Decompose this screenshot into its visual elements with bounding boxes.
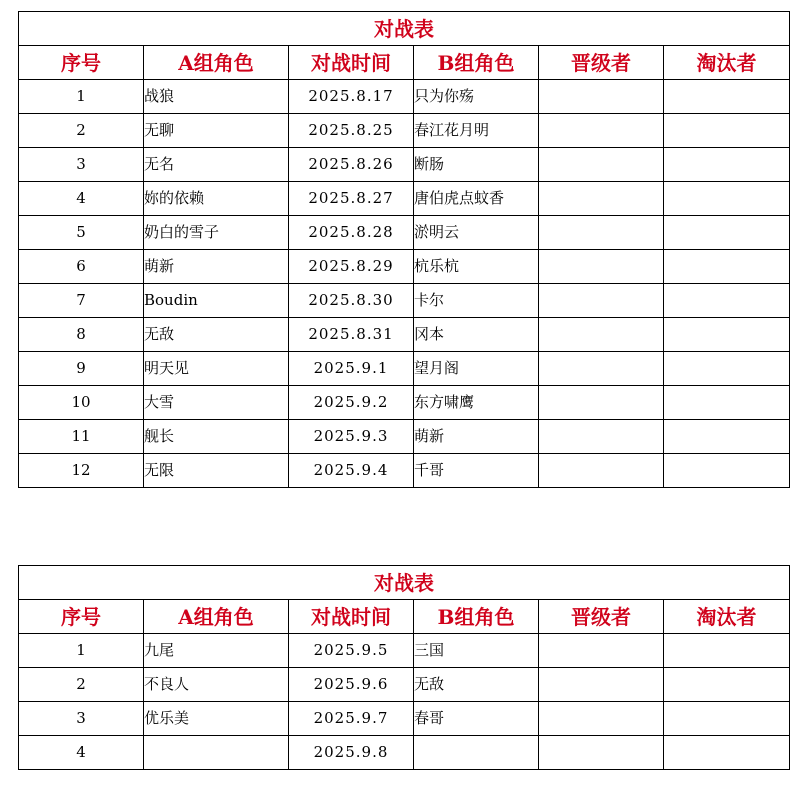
battle-time-cell: 2025.8.27 [289, 182, 414, 216]
table-row [19, 420, 790, 454]
header-group-b-role: B组角色 [414, 46, 539, 80]
table-header-row [19, 600, 790, 634]
eliminated-cell [664, 736, 790, 770]
table-row [19, 702, 790, 736]
group-b-role-cell: 望月阁 [414, 352, 539, 386]
battle-table-1-body [19, 12, 790, 488]
group-b-role-cell: 卡尔 [414, 284, 539, 318]
row-number-cell: 2 [19, 114, 144, 148]
group-b-role-cell: 只为你殇 [414, 80, 539, 114]
table-title: 对战表 [19, 566, 790, 600]
battle-table-2-body [19, 566, 790, 770]
group-b-role-cell: 冈本 [414, 318, 539, 352]
table-row [19, 216, 790, 250]
table-header-row [19, 46, 790, 80]
row-number-cell: 4 [19, 736, 144, 770]
group-b-role-cell [414, 736, 539, 770]
battle-time-cell: 2025.9.5 [289, 634, 414, 668]
table-row [19, 114, 790, 148]
group-a-role-cell: 舰长 [144, 420, 289, 454]
group-a-role-cell [144, 736, 289, 770]
row-number-cell: 2 [19, 668, 144, 702]
group-b-role-cell: 春江花月明 [414, 114, 539, 148]
battle-time-cell: 2025.9.1 [289, 352, 414, 386]
battle-table-2 [18, 565, 790, 770]
eliminated-cell [664, 148, 790, 182]
row-number-cell: 1 [19, 80, 144, 114]
header-eliminated: 淘汰者 [664, 46, 790, 80]
eliminated-cell [664, 634, 790, 668]
battle-time-cell: 2025.9.8 [289, 736, 414, 770]
eliminated-cell [664, 284, 790, 318]
group-a-role-cell: 九尾 [144, 634, 289, 668]
advancer-cell [539, 216, 664, 250]
advancer-cell [539, 250, 664, 284]
row-number-cell: 8 [19, 318, 144, 352]
group-a-role-cell: 无限 [144, 454, 289, 488]
battle-time-cell: 2025.8.17 [289, 80, 414, 114]
group-a-role-cell: 无敌 [144, 318, 289, 352]
table-title: 对战表 [19, 12, 790, 46]
group-a-role-cell: 战狼 [144, 80, 289, 114]
battle-time-cell: 2025.8.28 [289, 216, 414, 250]
battle-time-cell: 2025.8.29 [289, 250, 414, 284]
advancer-cell [539, 318, 664, 352]
row-number-cell: 6 [19, 250, 144, 284]
advancer-cell [539, 80, 664, 114]
table-row [19, 736, 790, 770]
eliminated-cell [664, 702, 790, 736]
advancer-cell [539, 668, 664, 702]
row-number-cell: 7 [19, 284, 144, 318]
advancer-cell [539, 702, 664, 736]
battle-time-cell: 2025.9.7 [289, 702, 414, 736]
header-number: 序号 [19, 46, 144, 80]
eliminated-cell [664, 454, 790, 488]
battle-time-cell: 2025.8.30 [289, 284, 414, 318]
eliminated-cell [664, 386, 790, 420]
group-b-role-cell: 春哥 [414, 702, 539, 736]
table-row [19, 386, 790, 420]
eliminated-cell [664, 216, 790, 250]
group-a-role-cell: 大雪 [144, 386, 289, 420]
advancer-cell [539, 352, 664, 386]
table-row [19, 250, 790, 284]
table-row [19, 318, 790, 352]
eliminated-cell [664, 80, 790, 114]
group-a-role-cell: Boudin [144, 284, 289, 318]
header-group-a-role: A组角色 [144, 600, 289, 634]
group-b-role-cell: 淤明云 [414, 216, 539, 250]
table-row [19, 182, 790, 216]
battle-time-cell: 2025.9.3 [289, 420, 414, 454]
group-a-role-cell: 萌新 [144, 250, 289, 284]
group-a-role-cell: 不良人 [144, 668, 289, 702]
table-row [19, 634, 790, 668]
table-row [19, 352, 790, 386]
advancer-cell [539, 736, 664, 770]
group-b-role-cell: 千哥 [414, 454, 539, 488]
table-row [19, 284, 790, 318]
row-number-cell: 12 [19, 454, 144, 488]
header-group-a-role: A组角色 [144, 46, 289, 80]
advancer-cell [539, 284, 664, 318]
table-title-row [19, 566, 790, 600]
row-number-cell: 3 [19, 148, 144, 182]
group-b-role-cell: 东方啸鹰 [414, 386, 539, 420]
eliminated-cell [664, 182, 790, 216]
row-number-cell: 9 [19, 352, 144, 386]
group-b-role-cell: 萌新 [414, 420, 539, 454]
header-battle-time: 对战时间 [289, 46, 414, 80]
header-advancer: 晋级者 [539, 600, 664, 634]
table-title-row [19, 12, 790, 46]
group-a-role-cell: 奶白的雪子 [144, 216, 289, 250]
eliminated-cell [664, 114, 790, 148]
group-a-role-cell: 无聊 [144, 114, 289, 148]
group-b-role-cell: 断肠 [414, 148, 539, 182]
advancer-cell [539, 148, 664, 182]
header-battle-time: 对战时间 [289, 600, 414, 634]
group-a-role-cell: 妳的依赖 [144, 182, 289, 216]
battle-time-cell: 2025.8.31 [289, 318, 414, 352]
battle-time-cell: 2025.8.26 [289, 148, 414, 182]
header-advancer: 晋级者 [539, 46, 664, 80]
eliminated-cell [664, 420, 790, 454]
row-number-cell: 4 [19, 182, 144, 216]
advancer-cell [539, 182, 664, 216]
advancer-cell [539, 634, 664, 668]
group-b-role-cell: 唐伯虎点蚊香 [414, 182, 539, 216]
row-number-cell: 5 [19, 216, 144, 250]
battle-time-cell: 2025.9.6 [289, 668, 414, 702]
eliminated-cell [664, 352, 790, 386]
advancer-cell [539, 386, 664, 420]
group-a-role-cell: 优乐美 [144, 702, 289, 736]
advancer-cell [539, 454, 664, 488]
row-number-cell: 10 [19, 386, 144, 420]
group-b-role-cell: 杭乐杭 [414, 250, 539, 284]
header-number: 序号 [19, 600, 144, 634]
battle-time-cell: 2025.8.25 [289, 114, 414, 148]
row-number-cell: 3 [19, 702, 144, 736]
group-b-role-cell: 无敌 [414, 668, 539, 702]
battle-table-1 [18, 11, 790, 488]
group-a-role-cell: 明天见 [144, 352, 289, 386]
eliminated-cell [664, 250, 790, 284]
group-b-role-cell: 三国 [414, 634, 539, 668]
table-row [19, 454, 790, 488]
advancer-cell [539, 114, 664, 148]
battle-time-cell: 2025.9.4 [289, 454, 414, 488]
advancer-cell [539, 420, 664, 454]
table-row [19, 668, 790, 702]
group-a-role-cell: 无名 [144, 148, 289, 182]
table-row [19, 148, 790, 182]
table-row [19, 80, 790, 114]
row-number-cell: 11 [19, 420, 144, 454]
eliminated-cell [664, 318, 790, 352]
eliminated-cell [664, 668, 790, 702]
header-eliminated: 淘汰者 [664, 600, 790, 634]
row-number-cell: 1 [19, 634, 144, 668]
header-group-b-role: B组角色 [414, 600, 539, 634]
battle-time-cell: 2025.9.2 [289, 386, 414, 420]
